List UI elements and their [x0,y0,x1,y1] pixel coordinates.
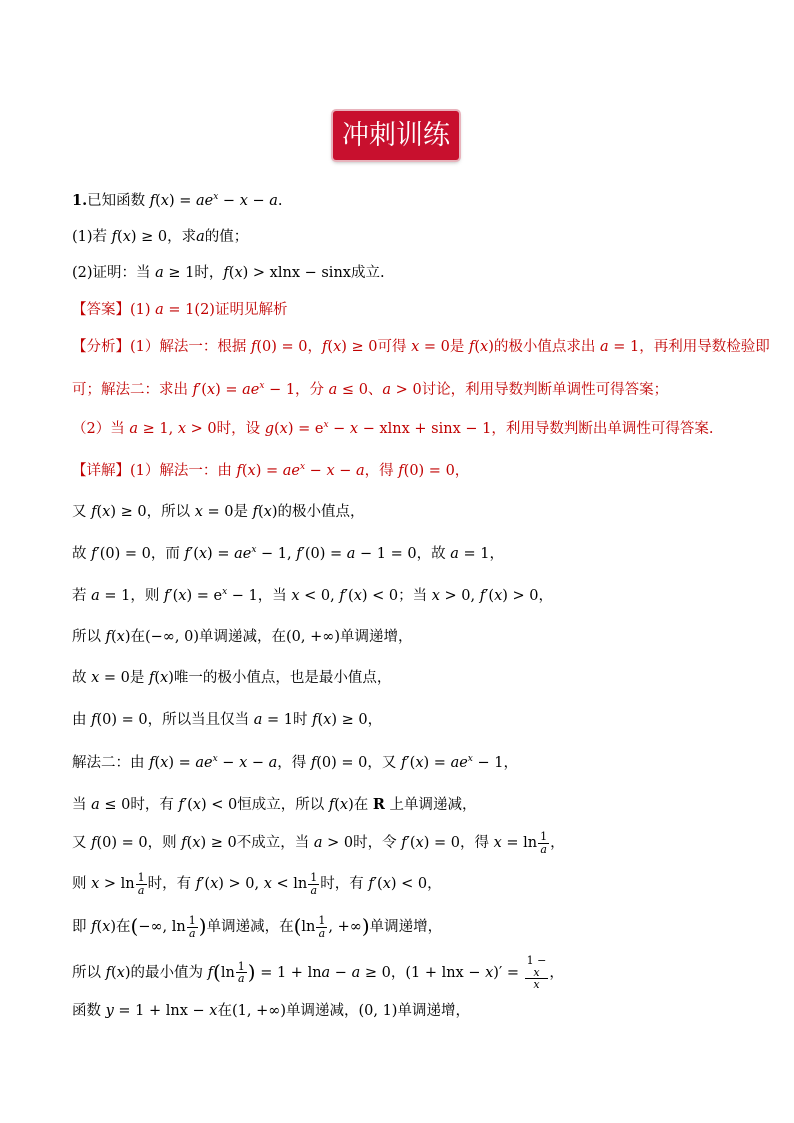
detail-line-13: 所以 f(x)的最小值为 f(ln $\frac{1}{a}$ ) = 1 + lna − a ≥ 0，(1 + lnx − x)′ = 1 − x x ， [72,954,564,992]
detail-line-6: 故 x = 0是 f(x)唯一的极小值点，也是最小值点， [72,670,392,686]
detail-line-1: 【详解】(1）解法一：由 $f(x) = ae^x - x - a$，得 f(0) = 0， [72,462,470,479]
detail-line-9: 当 a ≤ 0时，有 f′(x) < 0恒成立，所以 f(x)在 R 上单调递减， [72,796,477,813]
analysis-line-2: 可；解法二：求出 $f'(x) = ae^x - 1$，分 a ≤ 0、a > 0讨论，利用导数判断单调性可得答案； [72,381,669,398]
subquestion-1: (1)若 f(x) ≥ 0，求a的值； [72,229,249,245]
detail-line-10: 又 f(0) = 0，则 f(x) ≥ 0不成立，当 a > 0时，令 f′(x) = 0，得 x = ln $\frac{1}{a}$ ， [72,830,565,856]
problem-statement: 1.已知函数 $f(x) = ae^x - x - a$. [72,192,283,209]
detail-line-2: 又 f(x) ≥ 0，所以 x = 0是 f(x)的极小值点， [72,504,365,520]
banner-title: 冲刺训练 [342,120,450,151]
detail-line-3: 故 f′(0) = 0，而 $f'(x) = ae^x - 1$, f′(0) = a − 1 = 0，故 a = 1， [72,545,504,562]
detail-line-7: 由 f(0) = 0，所以当且仅当 a = 1时 f(x) ≥ 0， [72,712,383,728]
detail-line-11: 则 x > ln $\frac{1}{a}$ 时，有 f′(x) > 0, x < ln $\frac{1}{a}$ 时，有 f′(x) < 0， [72,871,442,897]
subquestion-2: (2)证明：当 a ≥ 1时，f(x) > xlnx − sinx成立. [72,265,385,281]
detail-line-4: 若 a = 1，则 $f'(x) = e^x - 1$，当 x < 0, f′(x) < 0；当 x > 0, f′(x) > 0， [72,587,554,604]
detail-line-8: 解法二：由 $f(x) = ae^x - x - a$，得 f(0) = 0，又 $f'(x) = ae^x - 1$， [72,754,518,771]
detail-line-14: 函数 y = 1 + lnx − x在(1, +∞)单调递减，(0, 1)单调递增， [72,1003,470,1019]
section-banner [333,111,459,160]
analysis-line-1: 【分析】(1）解法一：根据 f(0) = 0，f(x) ≥ 0可得 x = 0是 f(x)的极小值点求出 a = 1，再利用导数检验即 [72,339,770,355]
answer-line: 【答案】(1) a = 1(2)证明见解析 [72,302,288,318]
analysis-line-3: （2）当 a ≥ 1, x > 0时，设 $g(x) = e^x - x - xlnx + \sin x - 1$，利用导数判断出单调性可得答案. [72,420,714,437]
detail-line-12: 即 f(x)在(−∞, ln $\frac{1}{a}$ )单调递减，在(ln $\frac{1}{a}$ , +∞)单调递增， [72,913,443,940]
detail-line-5: 所以 f(x)在(−∞, 0)单调递减，在(0, +∞)单调递增， [72,629,413,645]
